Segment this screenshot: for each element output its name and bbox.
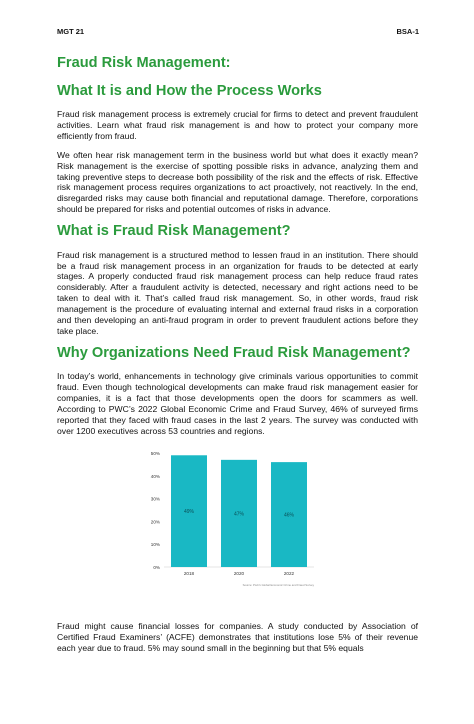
x-tick-label-2022: 2022: [283, 570, 295, 576]
heading-why: Why Organizations Need Fraud Risk Management?: [57, 344, 411, 361]
y-tick-label: 10%: [150, 542, 160, 548]
x-tick-label-2018: 2018: [183, 570, 195, 576]
y-tick-label: 30%: [150, 496, 160, 502]
y-tick-label: 50%: [150, 450, 160, 456]
y-tick-label: 0%: [153, 564, 160, 570]
data-label-2020: 47%: [233, 511, 245, 518]
data-label-2022: 46%: [283, 512, 295, 519]
document-body: [57, 52, 418, 662]
paragraph-last: Fraud might cause financial losses for companies. A study conducted by Association of Certified Fraud Examiners’ (ACFE) demonstrates that institutions lose 5% of their revenue each year due to fraud. 5% may sound small in the beginning but that 5% equals: [57, 620, 418, 653]
title-line-2: What It is and How the Process Works: [57, 82, 322, 99]
paragraph-second: We often hear risk management term in the business world but what does it exactly mean? Risk management is the exercise of spotting possible risks in advance, analyzing them and taking preventive steps to decrease both possibility of the risk and the effects of risk. Effective risk management process requires organizations to act proactively, not reactively. In the end, disregarded risks may cause both financial and reputational damage. Therefore, corporations should be prepared for risks and potential outcomes of risks in advance.: [57, 149, 418, 215]
x-tick-label-2020: 2020: [233, 570, 245, 576]
fraud-survey-chart: [142, 445, 322, 597]
paragraph-what-is: Fraud risk management is a structured method to lessen fraud in an institution. There should be a fraud risk management process in an organization for frauds to be detected at early stages. A properly conducted fraud risk management process can help reduce fraud rates considerably. After a fraudulent activity is detected, necessary and right actions need to be taken to deal with it. That’s called fraud risk management. So, in other words, fraud risk management is the procedure of evaluating internal and external fraud risks in a corporation and then developing an anti-fraud program in order to prevent fraudulent actions before they take place.: [57, 249, 418, 336]
paragraph-why: In today’s world, enhancements in technology give criminals various opportunities to commit fraud. Even though technological developments can make fraud risk management easier for companies, it is a fact that those developments open the doors for scammers as well. According to PWC’s 2022 Global Economic Crime and Fraud Survey, 46% of surveyed firms reported that they faced with fraud cases in the last 2 years. The survey was conducted with over 1200 executives across 53 countries and regions.: [57, 371, 418, 436]
y-tick-label: 20%: [150, 519, 160, 525]
title-line-1: Fraud Risk Management:: [57, 55, 231, 71]
y-tick-label: 40%: [150, 473, 160, 479]
data-label-2018: 49%: [183, 508, 195, 515]
paragraph-intro: Fraud risk management process is extremely crucial for firms to detect and prevent fraudulent activities. Learn what fraud risk management is and how to protect your company more efficiently from fraud.: [57, 109, 418, 141]
heading-what-is: What is Fraud Risk Management?: [57, 223, 291, 240]
chart-source-note: Source: PwC's Global Economic Crime and Fraud Survey: [242, 582, 314, 587]
header-course-code: MGT 21: [57, 27, 85, 36]
header-section: BSA-1: [396, 27, 419, 36]
bar-chart-svg: [142, 445, 322, 597]
